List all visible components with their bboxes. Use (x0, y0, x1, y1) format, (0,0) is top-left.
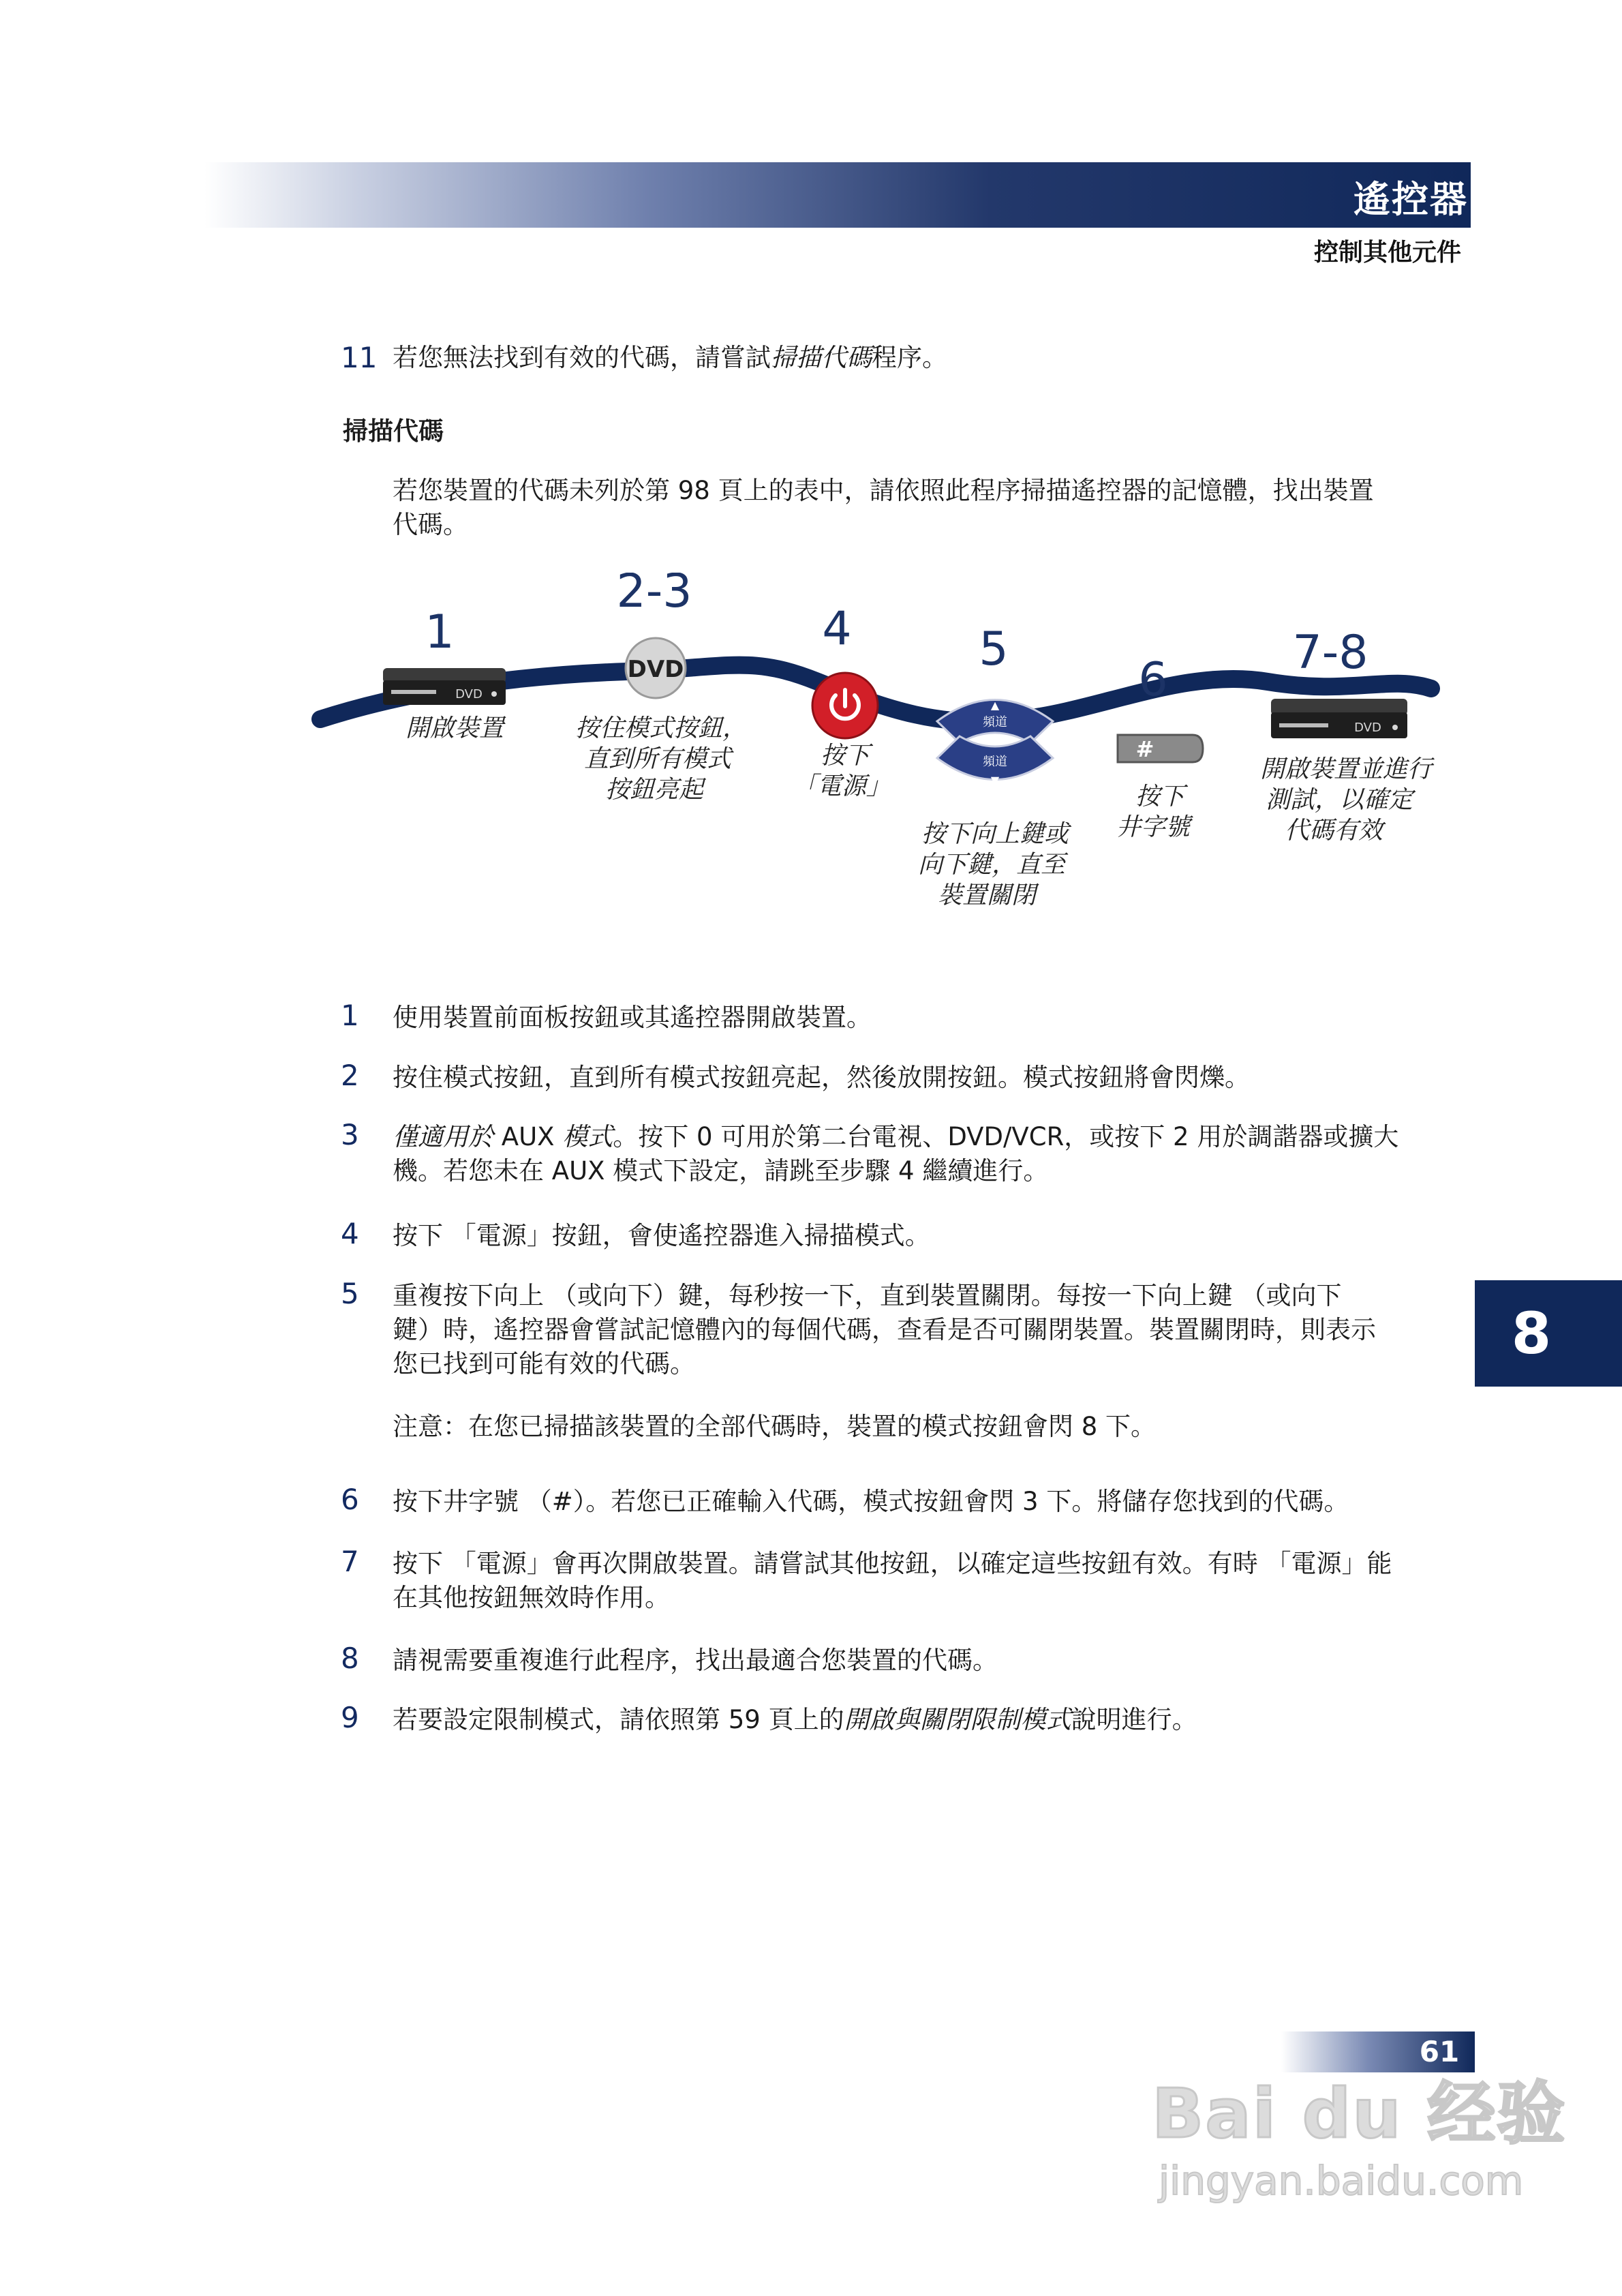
step-11-number: 11 (341, 341, 378, 374)
dvd-player-7-8-label: DVD (1354, 721, 1381, 735)
pound-button (1118, 735, 1203, 762)
channel-down-button (937, 736, 1053, 787)
step-11-text: 若您無法找到有效的代碼，請嘗試掃描代碼程序。 (393, 343, 947, 372)
diagram-step-7-8-number: 7-8 (1292, 626, 1368, 680)
diagram-step-7-8-caption-1: 開啟裝置並進行 (1259, 755, 1433, 783)
mode-button-dvd (626, 638, 686, 698)
diagram-step-5-caption-1: 按下向上鍵或 (921, 820, 1069, 848)
dvd-player-1-label: DVD (455, 687, 483, 701)
step-2-number: 2 (341, 1059, 359, 1092)
power-icon (812, 673, 878, 738)
page-number: 61 (1419, 2035, 1460, 2068)
step-4-text: 按下 「電源」按鈕，會使遙控器進入掃描模式。 (393, 1221, 930, 1250)
diagram-step-1-number: 1 (425, 605, 455, 659)
step-8-text: 請視需要重複進行此程序，找出最適合您裝置的代碼。 (393, 1646, 998, 1675)
step-4-number: 4 (341, 1217, 359, 1250)
diagram-step-5-caption-3: 裝置關閉 (937, 881, 1037, 909)
note-text: 注意：在您已掃描該裝置的全部代碼時，裝置的模式按鈕會閃 8 下。 (393, 1412, 1157, 1441)
step-9-text: 若要設定限制模式，請依照第 59 頁上的開啟與關閉限制模式說明進行。 (393, 1705, 1197, 1734)
diagram-step-6-caption-1: 按下 (1135, 783, 1185, 811)
diagram-step-7-8-caption-2: 測試，以確定 (1265, 786, 1413, 814)
chapter-number: 8 (1511, 1300, 1552, 1367)
step-6-text: 按下井字號 （#）。若您已正確輸入代碼，模式按鈕會閃 3 下。將儲存您找到的代碼。 (393, 1487, 1349, 1516)
diagram-step-7-8-caption-3: 代碼有效 (1284, 817, 1383, 845)
step-5-number: 5 (341, 1277, 359, 1310)
step-3-text: 僅適用於 AUX 模式。按下 0 可用於第二台電視、DVD/VCR，或按下 2 用於調諧器或擴大 機。若您未在 AUX 模式下設定，請跳至步驟 4 繼續進行。 (393, 1122, 1399, 1185)
page-section-title: 遙控器 (1353, 178, 1468, 221)
diagram-step-6-caption-2: 井字號 (1116, 813, 1191, 841)
step-7-text: 按下 「電源」會再次開啟裝置。請嘗試其他按鈕，以確定這些按鈕有效。有時 「電源」能 在其他按鈕無效時作用。 (393, 1549, 1392, 1612)
diagram-step-4-caption-2: 「電源」 (792, 772, 891, 800)
diagram-step-5-caption-2: 向下鍵，直至 (917, 851, 1066, 879)
scan-intro: 若您裝置的代碼未列於第 98 頁上的表中，請依照此程序掃描遙控器的記憶體，找出裝置 代碼。 (393, 476, 1374, 539)
step-3-number: 3 (341, 1118, 359, 1151)
step-5-text: 重複按下向上 （或向下）鍵，每秒按一下，直到裝置關閉。每按一下向上鍵 （或向下 鍵）時，遙控器會嘗試記憶體內的每個代碼，查看是否可關閉裝置。裝置關閉時，則表示 您已找到可能有效的代碼。 (393, 1281, 1376, 1378)
dvd-player-7-8 (1271, 699, 1407, 738)
step-9-number: 9 (341, 1701, 359, 1734)
header-band (204, 162, 1471, 228)
svg-text:▲: ▲ (990, 699, 1000, 712)
diagram-step-2-3-caption-2: 直到所有模式 (583, 745, 732, 773)
channel-up-label: 頻道 (983, 715, 1007, 729)
scan-code-heading: 掃描代碼 (343, 417, 444, 446)
scan-procedure-diagram (300, 573, 1458, 927)
diagram-step-2-3-caption-3: 按鈕亮起 (605, 776, 704, 804)
watermark-logo: Bai du 经验 (1152, 2074, 1567, 2154)
diagram-step-6-number: 6 (1138, 653, 1168, 707)
diagram-step-5-number: 5 (979, 622, 1009, 676)
pound-button-label: # (1135, 736, 1154, 762)
svg-text:▼: ▼ (990, 774, 1000, 787)
diagram-step-2-3-number: 2-3 (616, 573, 692, 618)
step-7-number: 7 (341, 1545, 359, 1578)
diagram-step-1-caption: 開啟裝置 (405, 714, 504, 742)
dvd-player-1 (383, 668, 506, 705)
mode-button-label: DVD (627, 656, 684, 683)
step-1-number: 1 (341, 999, 359, 1032)
diagram-step-4-number: 4 (822, 602, 852, 656)
diagram-step-2-3-caption-1: 按住模式按鈕， (575, 714, 748, 742)
watermark-url: jingyan.baidu.com (1159, 2158, 1524, 2204)
channel-up-button (937, 699, 1053, 743)
page-section-subtitle: 控制其他元件 (1313, 239, 1461, 267)
channel-down-label: 頻道 (983, 755, 1007, 769)
step-1-text: 使用裝置前面板按鈕或其遙控器開啟裝置。 (393, 1003, 872, 1032)
diagram-step-4-caption-1: 按下 (820, 742, 870, 770)
step-6-number: 6 (341, 1483, 359, 1516)
step-2-text: 按住模式按鈕，直到所有模式按鈕亮起，然後放開按鈕。模式按鈕將會閃爍。 (393, 1063, 1250, 1092)
step-8-number: 8 (341, 1642, 359, 1675)
